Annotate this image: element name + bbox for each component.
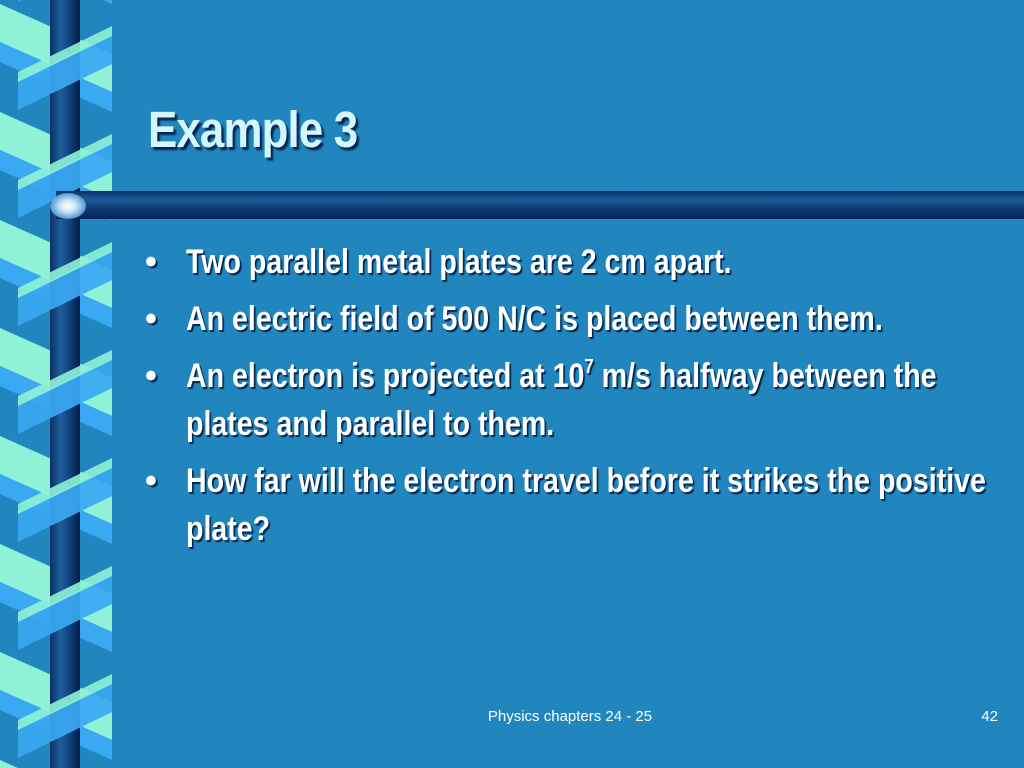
footer-text: Physics chapters 24 - 25 [487, 708, 653, 725]
slide-title: Example 3 [148, 101, 358, 158]
bullet-text-before: An electron is projected at 10 [186, 357, 585, 395]
bullet-marker: • [145, 357, 157, 395]
bullet-text [186, 352, 992, 448]
bullet-exponent: 7 [584, 356, 594, 378]
bullet-marker: • [145, 243, 157, 281]
bullet-text: Two parallel metal plates are 2 cm apart. [186, 243, 732, 281]
bullet-item [145, 352, 1024, 448]
bullet-text-after: m/s halfway between the plates and parallel to them. [186, 357, 937, 443]
bullet-marker: • [145, 462, 157, 500]
bullet-marker: • [145, 300, 157, 338]
bullet-list [145, 238, 1024, 562]
bullet-text: How far will the electron travel before it strikes the positive plate? [186, 462, 986, 548]
bullet-item [145, 238, 1024, 286]
title-divider-bar [56, 191, 1024, 219]
page-number: 42 [981, 708, 998, 725]
bullet-text: An electric field of 500 N/C is placed between them. [186, 300, 883, 338]
bullet-item [145, 295, 1024, 343]
divider-knob [50, 193, 86, 219]
bullet-item [145, 457, 1024, 553]
decorative-ribbon [0, 0, 112, 768]
